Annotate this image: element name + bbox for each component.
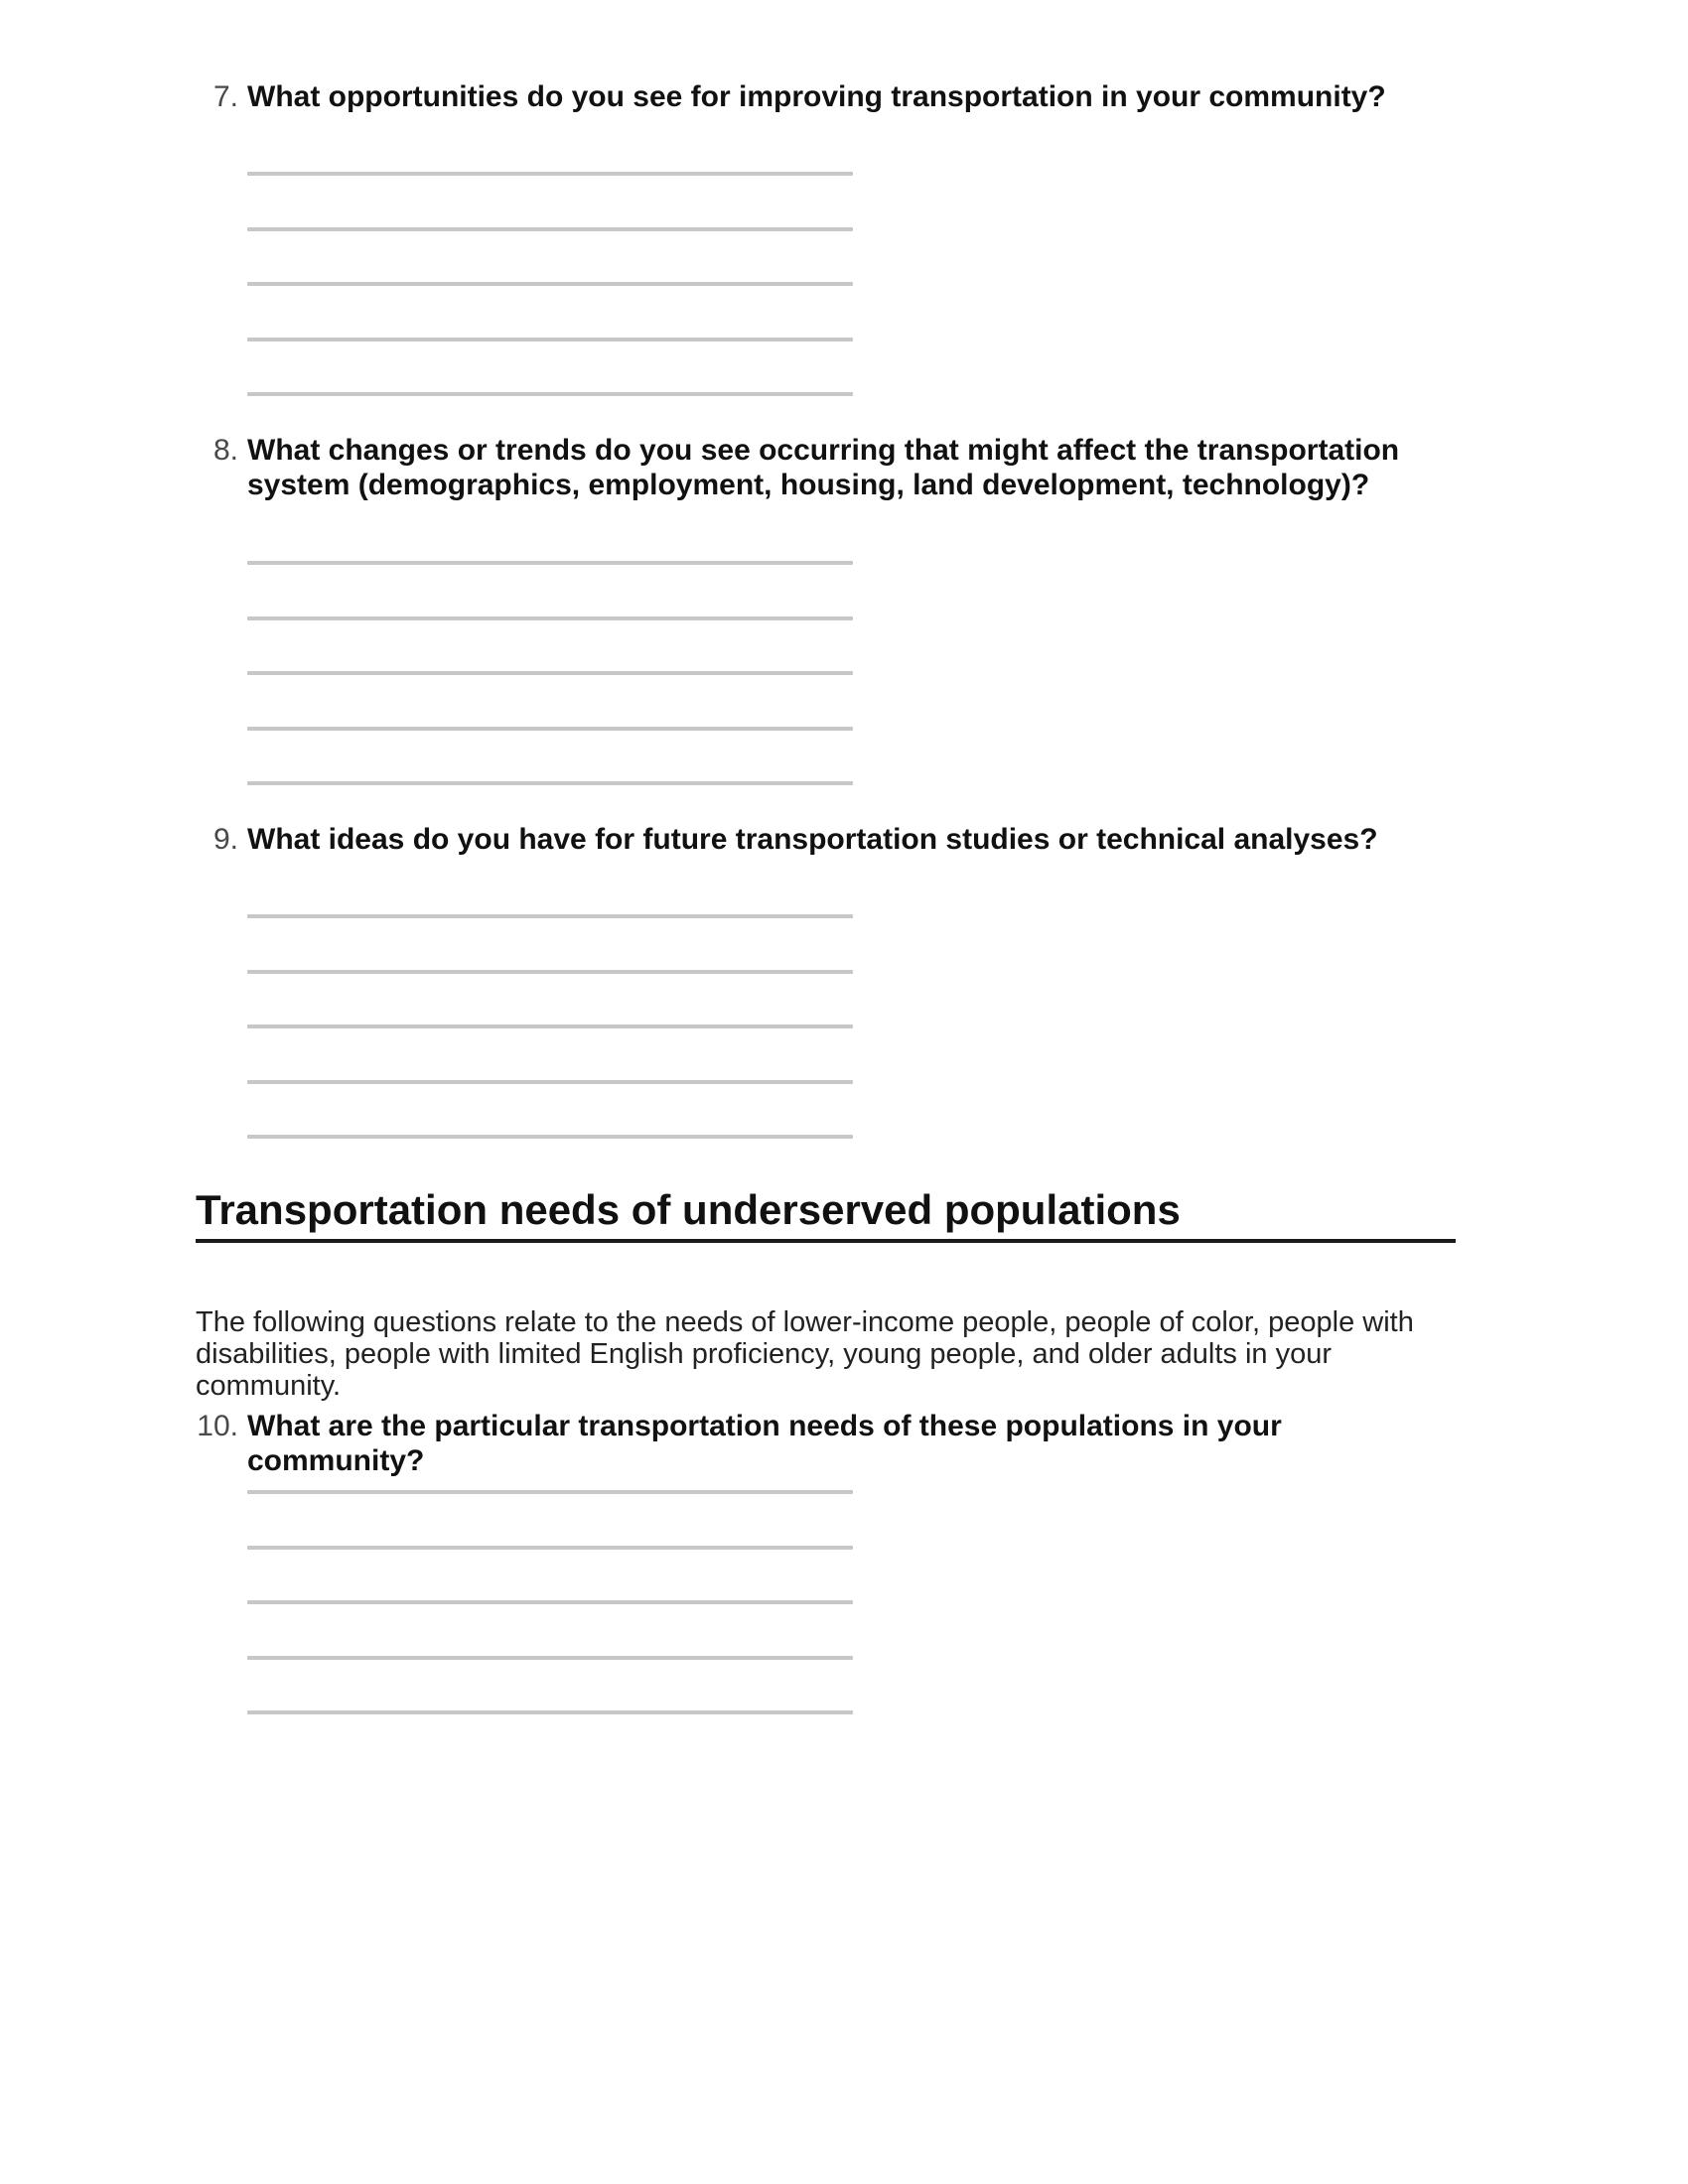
answer-line[interactable] xyxy=(247,227,853,231)
question-number: 7. xyxy=(212,80,238,113)
answer-line[interactable] xyxy=(247,1024,853,1028)
question-text: What are the particular transportation needs of these populations in your community? xyxy=(247,1410,1282,1477)
answer-line[interactable] xyxy=(247,1546,853,1550)
question-item-7 xyxy=(159,79,1386,114)
answer-line[interactable] xyxy=(247,914,853,918)
answer-line[interactable] xyxy=(247,727,853,731)
question-item-9 xyxy=(159,822,1378,857)
question-text: What changes or trends do you see occurring that might affect the transportation system (demographics, employment, housing, land development, technology)? xyxy=(247,434,1400,501)
section-intro: The following questions relate to the needs of lower-income people, people of color, people with disabilities, people with limited English proficiency, young people, and older adults in your community. xyxy=(196,1306,1414,1402)
question-item-8 xyxy=(159,433,1449,502)
question-text: What opportunities do you see for improving transportation in your community? xyxy=(247,80,1386,113)
answer-lines-group-q10 xyxy=(247,1490,853,1714)
answer-lines-group-q8 xyxy=(247,561,853,785)
section-heading: Transportation needs of underserved populations xyxy=(196,1185,1456,1243)
answer-line[interactable] xyxy=(247,392,853,396)
answer-line[interactable] xyxy=(247,781,853,785)
answer-line[interactable] xyxy=(247,616,853,620)
answer-line[interactable] xyxy=(247,1135,853,1139)
answer-line[interactable] xyxy=(247,172,853,176)
question-text: What ideas do you have for future transportation studies or technical analyses? xyxy=(247,823,1378,856)
question-number: 9. xyxy=(212,823,238,856)
answer-line[interactable] xyxy=(247,1600,853,1604)
answer-line[interactable] xyxy=(247,561,853,565)
answer-line[interactable] xyxy=(247,671,853,675)
answer-line[interactable] xyxy=(247,1710,853,1714)
answer-line[interactable] xyxy=(247,970,853,974)
answer-lines-group-q9 xyxy=(247,914,853,1139)
question-number: 8. xyxy=(212,434,238,467)
question-number: 10. xyxy=(197,1410,238,1442)
answer-line[interactable] xyxy=(247,338,853,341)
answer-line[interactable] xyxy=(247,1080,853,1084)
question-item-10 xyxy=(159,1409,1449,1478)
answer-line[interactable] xyxy=(247,282,853,286)
answer-lines-group-q7 xyxy=(247,172,853,396)
answer-line[interactable] xyxy=(247,1656,853,1660)
answer-line[interactable] xyxy=(247,1490,853,1494)
